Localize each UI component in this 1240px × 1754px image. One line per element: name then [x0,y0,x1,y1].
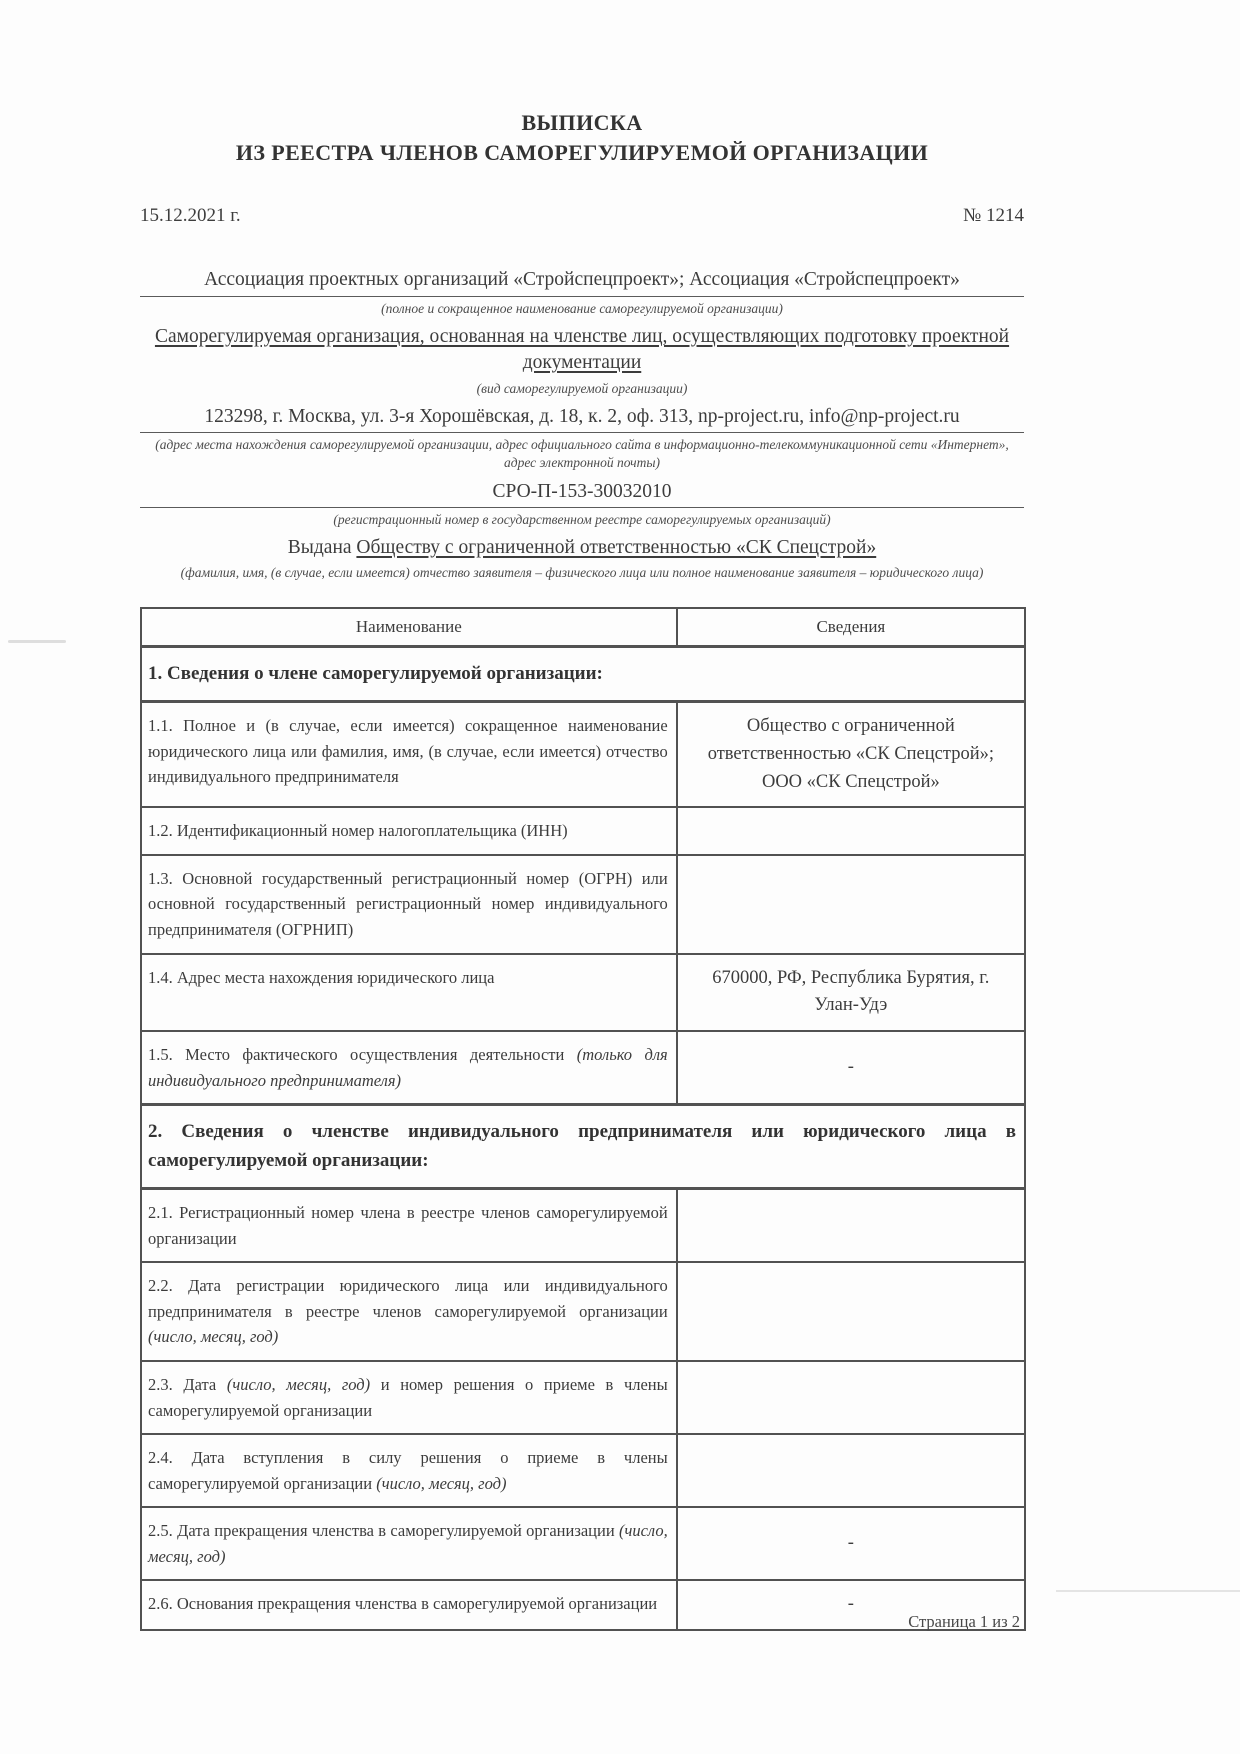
row-value [677,1262,1025,1361]
row-label-segment: 2.1. Регистрационный номер члена в реестре членов саморегулируемой организации [148,1203,668,1248]
table-row [141,1507,1025,1580]
section-header-row [141,1105,1025,1189]
organization-name-caption: (полное и сокращенное наименование саморегулируемой организации) [381,300,783,316]
row-label-segment: 1.5. Место фактического осуществления деятельности [148,1045,577,1065]
field-organization-address [140,404,1024,473]
field-organization-name [140,267,1024,318]
table-row [141,954,1025,1032]
document-content [140,108,1024,1631]
registry-table [140,607,1026,1632]
organization-type-caption: (вид саморегулируемой организации) [476,380,688,396]
row-label-segment: 2.6. Основания прекращения членства в саморегулируемой организации [148,1594,658,1614]
row-label-segment: 1.3. Основной государственный регистрационный номер (ОГРН) или основной государственный регистрационный номер индивидуального предпринимателя (ОГРНИП) [148,868,668,939]
table-row [141,1580,1025,1630]
row-label-segment: 1.2. Идентификационный номер налогоплательщика (ИНН) [148,821,568,841]
row-label [141,954,677,1032]
row-value: - [677,1580,1025,1630]
row-label-italic-segment: (число, месяц, год) [148,1327,279,1347]
column-header-info: Сведения [677,608,1025,647]
row-label-segment: 2.4. Дата вступления в силу решения о приеме в члены саморегулируемой организации [148,1448,668,1493]
section-header-row [141,646,1025,702]
table-row [141,855,1025,954]
document-title-line2: ИЗ РЕЕСТРА ЧЛЕНОВ САМОРЕГУЛИРУЕМОЙ ОРГАНИЗАЦИИ [235,139,929,165]
row-label [141,1361,677,1434]
table-header-row [141,608,1025,647]
document-date: 15.12.2021 г. [140,205,241,227]
meta-row [140,205,1024,227]
row-label [141,855,677,954]
row-label [141,1189,677,1263]
row-label-italic-segment: (число, месяц, год) [148,1521,668,1566]
table-row [141,702,1025,808]
row-label-segment: 2.3. Дата [148,1375,227,1394]
table-row [141,1434,1025,1507]
column-header-name: Наименование [141,608,677,647]
field-registration-number [140,479,1024,530]
row-label-italic-segment: (число, месяц, год) [226,1375,371,1394]
registration-number-caption: (регистрационный номер в государственном реестре саморегулируемых организаций) [333,511,831,527]
row-label [141,702,677,808]
row-label-segment: и номер решения о приеме в члены саморегулируемой организации [148,1375,668,1420]
issued-to-name: Обществу с ограниченной ответственностью «СК Спецстрой» [356,537,877,559]
table-row [141,1361,1025,1434]
row-value: 670000, РФ, Республика Бурятия, г. Улан-Удэ [677,954,1025,1032]
row-label [141,1262,677,1361]
table-row [141,807,1025,855]
issued-to [140,535,1024,561]
table-row [141,1031,1025,1105]
document-number: № 1214 [963,205,1024,227]
row-value [677,1434,1025,1507]
scan-artifact-left [8,640,66,643]
row-label [141,1507,677,1580]
table-row [141,1189,1025,1263]
organization-name: Ассоциация проектных организаций «Стройспецпроект»; Ассоциация «Стройспецпроект» [140,267,1024,296]
row-label-italic-segment: (только для индивидуального предпринимателя) [148,1045,668,1090]
organization-address-caption: (адрес места нахождения саморегулируемой организации, адрес официального сайта в информационно-телекоммуникационной сети «Интернет», адрес электронной почты) [155,437,1009,471]
registry-table-body [141,646,1025,1630]
row-value: - [677,1507,1025,1580]
row-label [141,1434,677,1507]
row-label-segment: 1.4. Адрес места нахождения юридического лица [148,967,495,987]
organization-address: 123298, г. Москва, ул. 3-я Хорошёвская, д. 18, к. 2, оф. 313, np-project.ru, info@np-project.ru [140,404,1024,433]
row-label [141,1580,677,1630]
row-value [677,855,1025,954]
organization-type: Саморегулируемая организация, основанная на членстве лиц, осуществляющих подготовку проектной документации [154,325,1010,374]
table-row [141,1262,1025,1361]
row-label-italic-segment: (число, месяц, год) [376,1473,507,1493]
row-label-segment: 2.2. Дата регистрации юридического лица или индивидуального предпринимателя в реестре членов саморегулируемой организации [148,1276,668,1321]
row-value: - [677,1031,1025,1105]
issued-to-prefix: Выдана [287,537,357,559]
section-title: 2. Сведения о членстве индивидуального предпринимателя или юридического лица в саморегулируемой организации: [141,1105,1025,1189]
scan-artifact-right [1056,1590,1240,1592]
document-title-line1: ВЫПИСКА [521,110,643,135]
row-value: Общество с ограниченной ответственностью «СК Спецстрой»; ООО «СК Спецстрой» [677,702,1025,808]
page-number: Страница 1 из 2 [908,1612,1020,1631]
row-value [677,807,1025,855]
registration-number: СРО-П-153-30032010 [140,479,1024,508]
row-value [677,1361,1025,1434]
field-organization-type [140,324,1024,398]
row-label-segment: 1.1. Полное и (в случае, если имеется) сокращенное наименование юридического лица или фамилия, имя, (в случае, если имеется) отчество индивидуального предпринимателя [148,716,668,787]
row-label [141,1031,677,1105]
issued-to-caption: (фамилия, имя, (в случае, если имеется) отчество заявителя – физического лица или полное наименование заявителя – юридического лица) [180,565,984,581]
row-value [677,1189,1025,1263]
field-issued-to [140,535,1024,583]
row-label [141,807,677,855]
row-label-segment: 2.5. Дата прекращения членства в саморегулируемой организации [148,1521,619,1541]
section-title: 1. Сведения о члене саморегулируемой организации: [141,646,1025,702]
